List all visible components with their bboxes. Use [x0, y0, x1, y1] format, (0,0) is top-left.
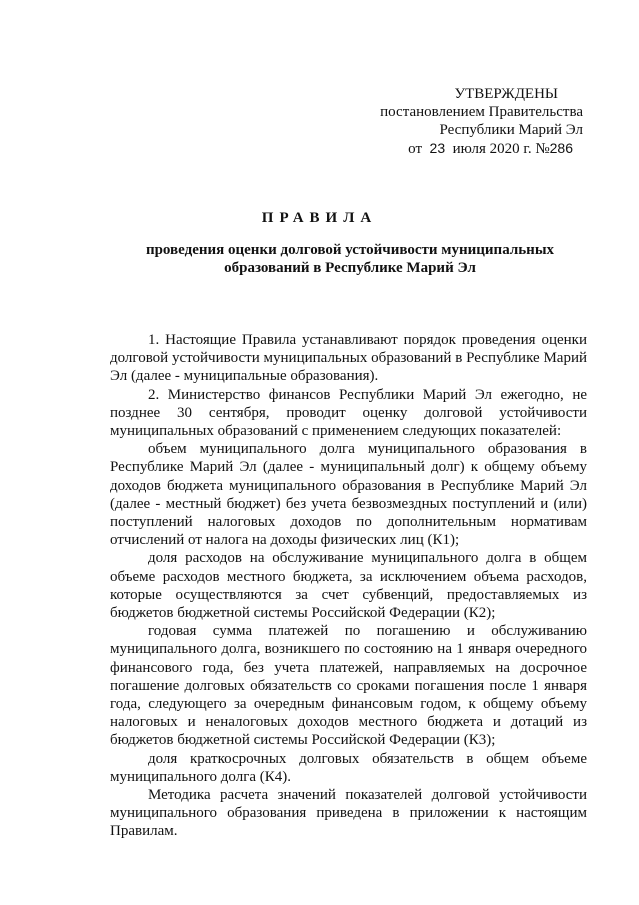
date-rest: июля 2020 г. № [452, 141, 550, 157]
paragraph: Методика расчета значений показателей долговой устойчивости муниципального образования приведена в приложении к настоящим Правилам. [110, 787, 587, 840]
date-day: 23 [429, 140, 446, 156]
paragraph: доля краткосрочных долговых обязательств в общем объеме муниципального долга (К4). [110, 750, 587, 785]
approval-heading: УТВЕРЖДЕНЫ [454, 86, 558, 102]
approval-block [323, 85, 583, 158]
approval-date-line [323, 139, 583, 158]
paragraph: доля расходов на обслуживание муниципального долга в общем объеме расходов местного бюджета, за исключением объема расходов, которые осуществляются за счет субвенций, предоставляемых из бюджетов бюджетной системы Российской Федерации (К2); [110, 550, 587, 622]
paragraph: 2. Министерство финансов Республики Марий Эл ежегодно, не позднее 30 сентября, проводит оценку долговой устойчивости муниципальных образований с применением следующих показателей: [110, 386, 587, 440]
decree-number: 286 [549, 140, 573, 156]
approval-republic: Республики Марий Эл [439, 122, 583, 138]
document-body [110, 331, 587, 841]
date-prefix: от [408, 141, 423, 157]
paragraph: объем муниципального долга муниципального образования в Республике Марий Эл (далее - муниципальный долг) к общему объему доходов бюджета муниципального образования в Республике Марий Эл (далее - местный бюджет) без учета безвозмездных поступлений и (или) поступлений налоговых доходов по дополнительным нормативам отчислений от налога на доходы физических лиц (К1); [110, 441, 587, 549]
approval-decree: постановлением Правительства [380, 104, 583, 120]
paragraph: годовая сумма платежей по погашению и обслуживанию муниципального долга, возникшего по состоянию на 1 января очередного финансового года, без учета платежей, направляемых на досрочное погашение долговых обязательств со сроками погашения после 1 января года, следующего за очередным финансовым годом, к общему объему налоговых и неналоговых доходов местного бюджета и дотаций из бюджетов бюджетной системы Российской Федерации (К3); [110, 623, 587, 749]
document-title: ПРАВИЛА [261, 210, 378, 226]
paragraph: 1. Настоящие Правила устанавливают порядок проведения оценки долговой устойчивости муниципальных образований в Республике Марий Эл (далее - муниципальные образования). [110, 332, 587, 385]
document-subtitle: проведения оценки долговой устойчивости муниципальных образований в Республике Марий Эл [145, 242, 555, 276]
